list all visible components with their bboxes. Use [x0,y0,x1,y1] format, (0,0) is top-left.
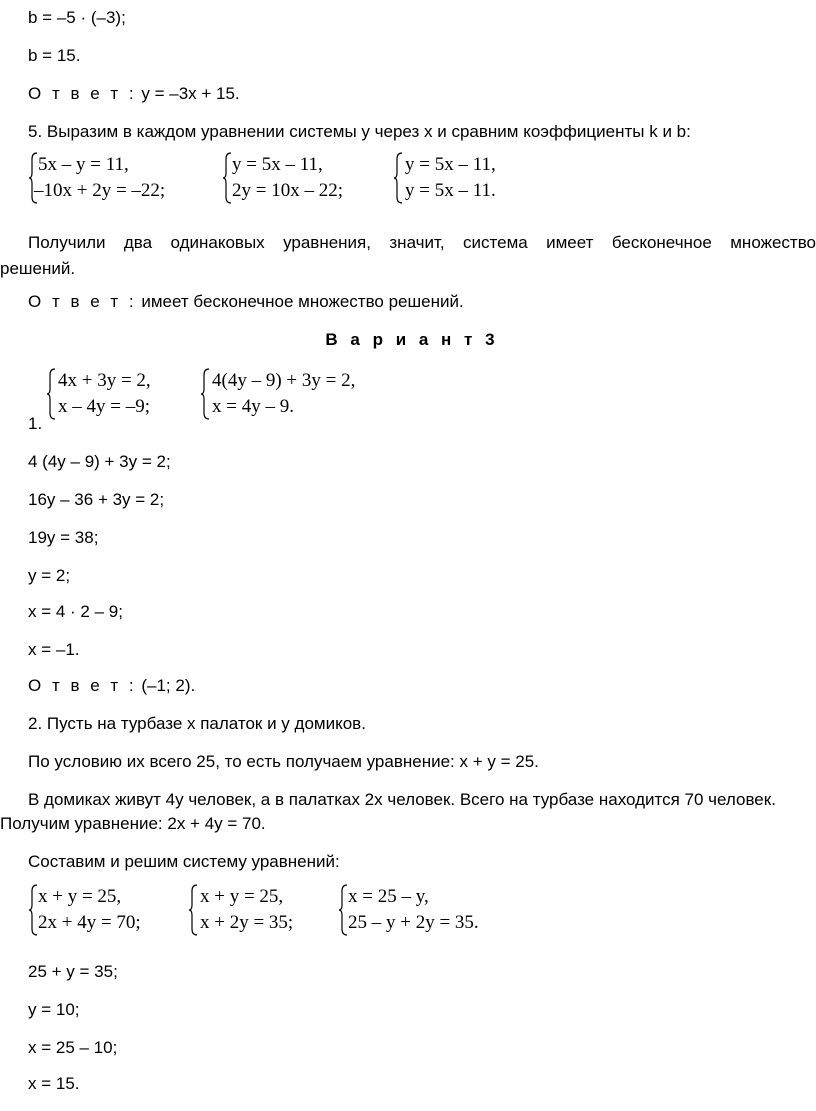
system-c2-eq1: x + y = 25, [200,886,284,907]
step-4: y = 2; [28,566,71,585]
answer-value: y = –3x + 15. [141,84,240,103]
condition-2-line-2: Получим уравнение: 2x + 4y = 70. [0,814,266,833]
answer-line-3 [28,676,195,696]
brace-icon [28,884,38,936]
step-1: 4 (4y – 9) + 3y = 2; [28,452,171,471]
system-a2-eq2: 2y = 10x – 22; [232,180,343,201]
answer-label: О т в е т : [28,292,137,311]
final-step-3: x = 25 – 10; [28,1038,118,1057]
answer-line-2 [28,292,464,312]
system-c1-eq2: 2x + 4y = 70; [38,912,141,933]
answer-value: имеет бесконечное множество решений. [141,292,464,311]
conclusion-line-2: решений. [0,259,76,278]
system-c1 [28,884,168,936]
system-a1-eq2: –10x + 2y = –22; [34,180,166,201]
task-5-text: 5. Выразим в каждом уравнении системы y через x и сравним коэффициенты k и b: [28,122,691,141]
brace-icon [200,368,210,420]
system-a2 [222,152,372,204]
final-step-1: 25 + y = 35; [28,962,118,981]
system-c2-eq2: x + 2y = 35; [200,912,294,933]
final-step-2: y = 10; [28,1000,80,1019]
system-a3 [393,152,523,204]
system-c1-eq1: x + y = 25, [38,886,122,907]
brace-icon [338,884,348,936]
system-a3-eq2: y = 5x – 11. [405,180,496,201]
brace-icon [222,152,232,204]
condition-2-line-1: В домиках живут 4y человек, а в палатках 2x человек. Всего на турбазе находится 70 человек. [28,790,776,809]
step-5: x = 4 · 2 – 9; [28,602,123,621]
answer-value: (–1; 2). [141,676,196,695]
variant-heading: В а р и а н т 3 [325,330,499,349]
item-1-number: 1. [28,414,43,433]
system-c3-eq1: x = 25 – y, [348,886,429,907]
system-c3-eq2: 25 – y + 2y = 35. [348,912,479,933]
step-2: 16y – 36 + 3y = 2; [28,490,165,509]
answer-line-1 [28,84,240,104]
brace-icon [188,884,198,936]
answer-label: О т в е т : [28,676,137,695]
system-a2-eq1: y = 5x – 11, [232,154,323,175]
system-b2-eq2: x = 4y – 9. [212,396,294,417]
system-c2 [188,884,318,936]
compose-text: Составим и решим систему уравнений: [28,852,340,871]
system-b2 [200,368,400,420]
b-calculation: b = –5 · (–3); [28,8,126,27]
brace-icon [393,152,403,204]
step-6: x = –1. [28,640,80,659]
conclusion-line-1: Получили два одинаковых уравнения, значит, система имеет бесконечное множество [28,233,816,252]
brace-icon [46,368,56,420]
system-b1-eq1: 4x + 3y = 2, [58,370,151,391]
system-b1-eq2: x – 4y = –9; [58,396,150,417]
final-step-4: x = 15. [28,1074,80,1093]
answer-label: О т в е т : [28,84,137,103]
step-3: 19y = 38; [28,528,99,547]
system-a1-eq1: 5x – y = 11, [38,154,129,175]
condition-1: По условию их всего 25, то есть получаем уравнение: x + y = 25. [28,752,539,771]
system-b1 [46,368,186,420]
task-2-text: 2. Пусть на турбазе x палаток и y домиков. [28,714,366,733]
system-c3 [338,884,508,936]
system-a3-eq1: y = 5x – 11, [405,154,496,175]
system-a1 [28,152,208,204]
system-b2-eq1: 4(4y – 9) + 3y = 2, [212,370,356,391]
b-value: b = 15. [28,46,81,65]
